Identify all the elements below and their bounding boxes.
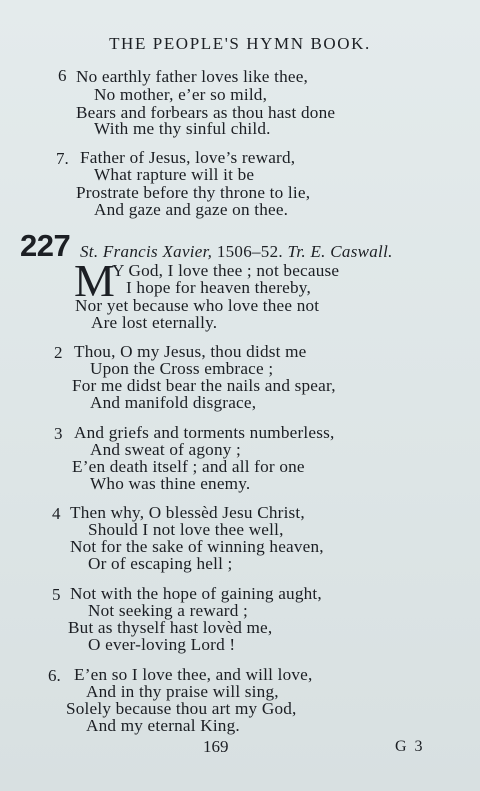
verse-line: E’en so I love thee, and will love, (74, 665, 313, 684)
verse-line: Prostrate before thy throne to lie, (76, 183, 311, 202)
verse-number: 6. (48, 666, 61, 685)
verse-line: Bears and forbears as thou hast done (76, 103, 336, 122)
verse-line: Are lost eternally. (91, 313, 218, 332)
hymn-attribution (80, 242, 393, 262)
verse-line: And sweat of agony ; (90, 440, 242, 459)
verse-line: Not for the sake of winning heaven, (70, 537, 324, 556)
verse-number: 3 (54, 424, 63, 443)
verse-line: And griefs and torments numberless, (74, 423, 335, 442)
verse-line: Or of escaping hell ; (88, 554, 233, 573)
running-header: THE PEOPLE'S HYMN BOOK. (109, 34, 371, 53)
verse-line: And gaze and gaze on thee. (94, 200, 289, 219)
verse-line: For me didst bear the nails and spear, (72, 376, 336, 395)
verse-line: Nor yet because who love thee not (75, 296, 320, 315)
hymn-number: 227 (20, 228, 71, 263)
verse-number: 7. (56, 149, 69, 168)
hymn-translator: Tr. E. Caswall. (287, 242, 393, 261)
verse-line: I hope for heaven thereby, (126, 278, 311, 297)
verse-number: 4 (52, 504, 61, 523)
verse-line: O ever-loving Lord ! (88, 635, 236, 654)
page-number: 169 (203, 737, 229, 756)
hymn-dates: 1506–52. (216, 242, 283, 261)
verse-number: 6 (58, 66, 67, 85)
verse-line: With me thy sinful child. (94, 119, 271, 138)
verse-line: Not seeking a reward ; (88, 601, 248, 620)
verse-number: 5 (52, 585, 61, 604)
verse-line: And my eternal King. (86, 716, 240, 735)
verse-line: And manifold disgrace, (90, 393, 257, 412)
verse-number: 2 (54, 343, 63, 362)
drop-cap: M (74, 255, 115, 306)
verse-line: Thou, O my Jesus, thou didst me (74, 342, 307, 361)
verse-line: Should I not love thee well, (88, 520, 284, 539)
verse-line: Solely because thou art my God, (66, 699, 297, 718)
signature-mark: G 3 (395, 738, 425, 755)
verse-line: Y God, I love thee ; not because (112, 261, 340, 280)
verse-line: Father of Jesus, love’s reward, (80, 148, 296, 167)
verse-line: E’en death itself ; and all for one (72, 457, 305, 476)
verse-line: Then why, O blessèd Jesu Christ, (70, 503, 305, 522)
verse-line: What rapture will it be (94, 165, 255, 184)
verse-line: Who was thine enemy. (90, 474, 251, 493)
verse-line: No earthly father loves like thee, (76, 67, 309, 86)
verse-line: And in thy praise will sing, (86, 682, 279, 701)
verse-line: No mother, e’er so mild, (94, 85, 268, 104)
verse-line: Not with the hope of gaining aught, (70, 584, 322, 603)
verse-line: Upon the Cross embrace ; (90, 359, 274, 378)
verse-line: But as thyself hast lovèd me, (68, 618, 273, 637)
hymn-author: St. Francis Xavier, (80, 242, 213, 261)
